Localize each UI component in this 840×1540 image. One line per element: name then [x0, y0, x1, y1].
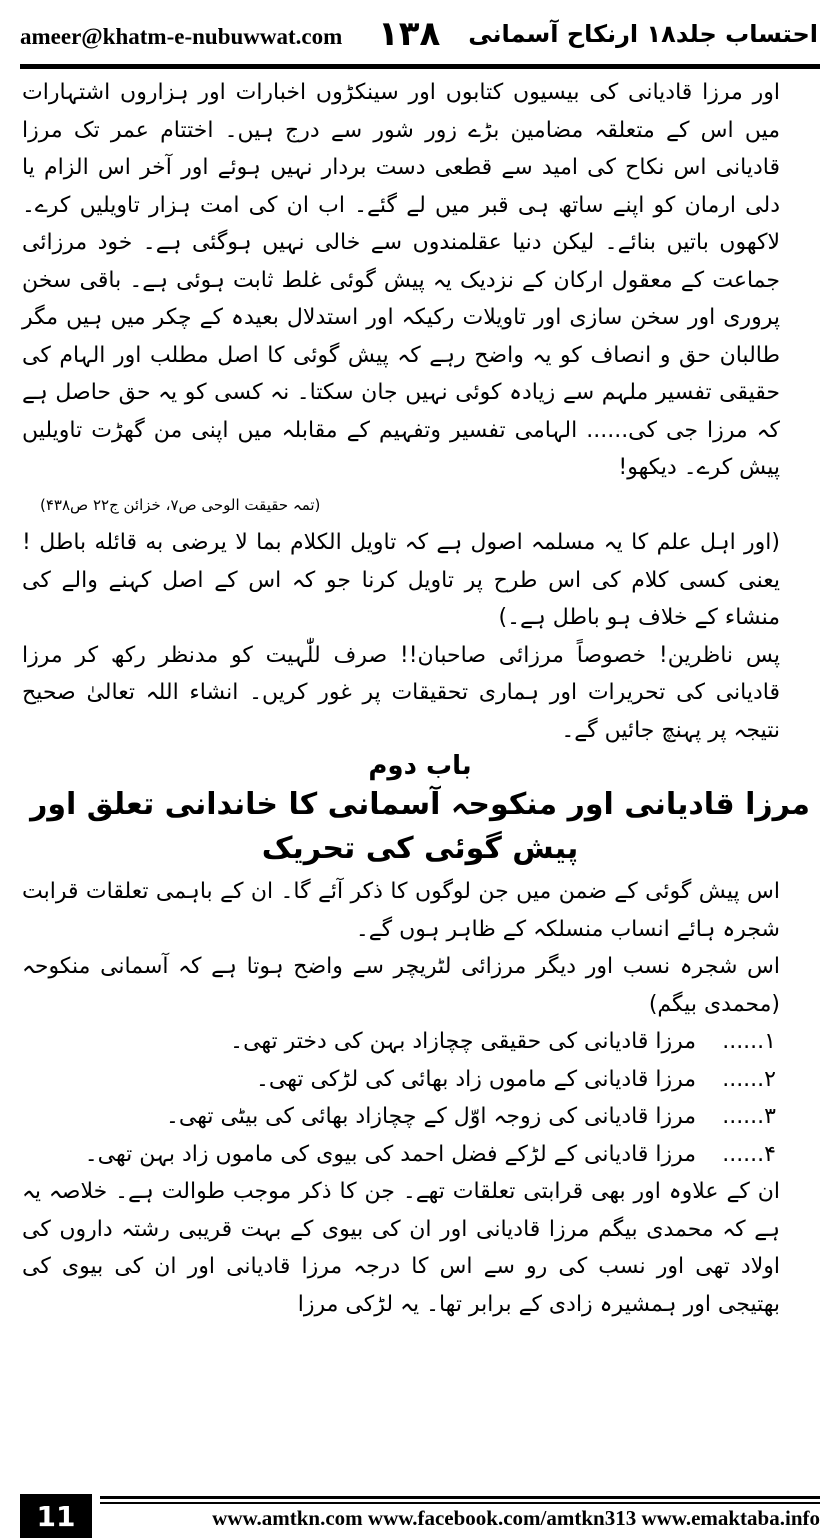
chapter-title: مرزا قادیانی اور منکوحہ آسمانی کا خاندانی تعلق اور پیش گوئی کی تحریک — [30, 787, 810, 866]
page-body — [22, 74, 818, 1323]
header-page-number: ۱۳۸ — [378, 14, 441, 54]
paragraph-4 — [22, 873, 818, 948]
list-item-number: ۱...... — [722, 1029, 776, 1054]
list-item — [22, 1061, 818, 1099]
list-item-text: مرزا قادیانی کے لڑکے فضل احمد کی بیوی کی ماموں زاد بہن تھی۔ — [84, 1141, 696, 1167]
reference-line — [22, 487, 818, 525]
paragraph-2 — [22, 524, 818, 637]
list-item — [22, 1098, 818, 1136]
header-email: ameer@khatm-e-nubuwwat.com — [20, 24, 343, 49]
list-item-text: مرزا قادیانی کی حقیقی چچازاد بہن کی دختر تھی۔ — [230, 1029, 696, 1054]
header-book-title: احتساب جلد۱۸ ارنکاح آسمانی — [468, 20, 818, 48]
list-item — [22, 1136, 818, 1174]
paragraph-5 — [22, 948, 818, 1023]
list-item — [22, 1023, 818, 1061]
paragraph-6-text: ان کے علاوہ اور بھی قرابتی تعلقات تھے۔ جن کا ذکر موجب طوالت ہے۔ خلاصہ یہ ہے کہ محمدی بیگم مرزا قادیانی اور ان کی بیوی کے بہت قریبی رشتہ داروں کی اولاد تھی اور نسب کی رو سے اس کا درجہ مرزا قادیانی اور ان کی بیوی کی بھتیجی اور ہمشیرہ زادی کے برابر تھا۔ یہ لڑکی مرزا — [22, 1179, 780, 1317]
paragraph-4-text: اس پیش گوئی کے ضمن میں جن لوگوں کا ذکر آئے گا۔ ان کے باہمی تعلقات قرابت شجرہ ہائے انساب منسلکہ کے ظاہر ہوں گے۔ — [22, 879, 780, 942]
list-item-text: مرزا قادیانی کے ماموں زاد بھائی کی لڑکی تھی۔ — [256, 1066, 696, 1092]
list-item-number: ۲...... — [722, 1066, 776, 1092]
footer-rule — [100, 1496, 820, 1504]
list-item-number: ۴...... — [722, 1141, 776, 1167]
paragraph-1 — [22, 74, 818, 487]
paragraph-6 — [22, 1173, 818, 1323]
footer-page-number: 11 — [20, 1494, 92, 1538]
chapter-label: باب دوم — [368, 751, 472, 781]
paragraph-3 — [22, 637, 818, 750]
paragraph-1-text: اور مرزا قادیانی کی بیسیوں کتابوں اور سینکڑوں اخبارات اور ہزاروں اشتہارات میں اس کے متعلقہ مضامین بڑے زور شور سے درج ہیں۔ اختتام عمر تک مرزا قادیانی اس نکاح کی امید سے قطعی دست بردار نہیں ہوئے اور آخر اس الزام یا دلی ارمان کو اپنے ساتھ ہی قبر میں لے گئے۔ اب ان کی امت ہزار تاویلیں کرے۔ لاکھوں باتیں بنائے۔ لیکن دنیا عقلمندوں سے خالی نہیں ہوگئی ہے۔ خود مرزائی جماعت کے معقول ارکان کے نزدیک یہ پیش گوئی غلط ثابت ہوئی ہے۔ باقی سخن پروری اور سخن سازی اور تاویلات رکیکہ اور استدلال بعیدہ کے چکر میں ہیں مگر طالبان حق و انصاف کو یہ واضح رہے کہ پیش گوئی کا اصل مطلب اور الہام کی حقیقی تفسیر ملہم سے زیادہ کوئی نہیں جان سکتا۔ نہ کسی کو یہ حق حاصل ہے کہ مرزا جی کی...... الہامی تفسیر وتفہیم کے مقابلہ میں اپنی من گھڑت تاویلیں پیش کرے۔ دیکھو! — [22, 80, 780, 480]
header-rule — [20, 64, 820, 69]
reference-citation: (تمہ حقیقت الوحی ص۷، خزائن ج۲۲ ص۴۳۸) — [40, 495, 321, 514]
chapter-heading — [22, 749, 818, 871]
paragraph-3-text: پس ناظرین! خصوصاً مرزائی صاحبان!! صرف للّٰہیت کو مدنظر رکھ کر مرزا قادیانی کی تحریرات اور ہماری تحقیقات پر غور کریں۔ انشاء اللہ تعالیٰ صحیح نتیجہ پر پہنچ جائیں گے۔ — [22, 642, 780, 743]
paragraph-5-text: اس شجرہ نسب اور دیگر مرزائی لٹریچر سے واضح ہوتا ہے کہ آسمانی منکوحہ (محمدی بیگم) — [22, 954, 780, 1017]
arabic-maxim: تاویل الکلام بما لا یرضی به قائله باطل — [39, 530, 397, 555]
paragraph-2-rest: !یعنی کسی کلام کی اس طرح پر تاویل کرنا جو کہ اس کے اصل کہنے والے کی منشاء کے خلاف ہو باطل ہے۔) — [22, 530, 780, 630]
paragraph-2-intro: (اور اہل علم کا یہ مسلمہ اصول ہے کہ — [404, 530, 780, 555]
list-item-text: مرزا قادیانی کی زوجہ اوّل کے چچازاد بھائی کی بیٹی تھی۔ — [165, 1104, 696, 1129]
footer-links: www.amtkn.com www.facebook.com/amtkn313 www.emaktaba.info — [212, 1506, 820, 1530]
list-item-number: ۳...... — [722, 1104, 776, 1129]
